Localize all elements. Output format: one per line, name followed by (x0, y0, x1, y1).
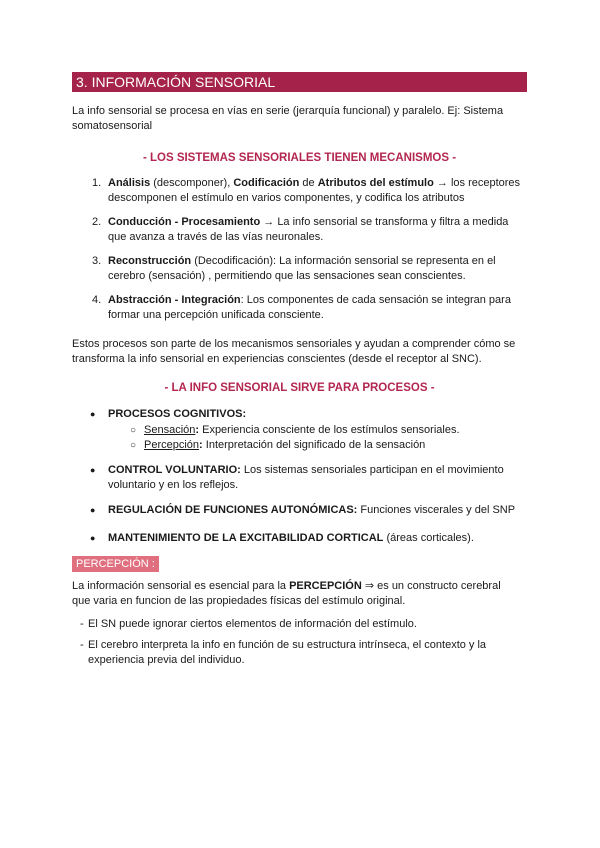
perception-point-2-line-2: experiencia previa del individuo. (88, 654, 245, 666)
list-item-3-line-2: cerebro (sensación) , permitiendo que las sensaciones sean conscientes. (108, 270, 466, 282)
perception-point-2: El cerebro interpreta la info en función de su estructura intrínseca, el contexto y la (88, 639, 487, 651)
perception-point-1: El SN puede ignorar ciertos elementos de información del estímulo. (88, 618, 417, 630)
sub-bullet-icon: ○ (130, 440, 137, 451)
process-voluntary: CONTROL VOLUNTARIO: Los sistemas sensoriales participan en el movimiento (108, 464, 504, 476)
sub-item-sensation: Sensación: Experiencia consciente de los estímulos sensoriales. (144, 424, 460, 436)
list-item-1-line-1: Análisis (descomponer), Codificación de Atributos del estímulo → los receptores (108, 177, 521, 189)
intro-line-2: somatosensorial (72, 120, 153, 132)
perception-tag: PERCEPCIÓN : (72, 556, 159, 572)
process-autonomic: REGULACIÓN DE FUNCIONES AUTONÓMICAS: Funciones viscerales y del SNP (108, 504, 516, 516)
perception-line-1: La información sensorial es esencial para la PERCEPCIÓN ⇒ es un constructo cerebral (72, 580, 501, 592)
heading-mechanisms: - LOS SISTEMAS SENSORIALES TIENEN MECANISMOS - (142, 152, 457, 164)
bullet-icon: ● (90, 465, 96, 475)
summary-line-1: Estos procesos son parte de los mecanismos sensoriales y ayudan a comprender cómo se (72, 338, 516, 350)
dash-icon: - (80, 639, 84, 651)
dash-icon: - (80, 618, 84, 630)
bullet-icon: ● (90, 533, 96, 543)
perception-line-2: que varia en funcion de las propiedades físicas del estímulo original. (72, 595, 406, 607)
list-item-4-line-2: formar una percepción unificada consciente. (108, 309, 324, 321)
list-number: 1. (92, 177, 102, 189)
intro-line-1: La info sensorial se procesa en vías en serie (jerarquía funcional) y paralelo. Ej: Sistema (72, 105, 504, 117)
list-item-4-line-1: Abstracción - Integración: Los componentes de cada sensación se integran para (108, 294, 511, 306)
list-item-1-line-2: descomponen el estímulo en varios componentes, y codifica los atributos (108, 192, 465, 204)
summary-line-2: transforma la info sensorial en experiencias conscientes (desde el receptor al SNC). (72, 353, 482, 365)
process-cognitive: PROCESOS COGNITIVOS: (108, 408, 247, 420)
list-number: 3. (92, 255, 102, 267)
process-voluntary-line-2: voluntario y en los reflejos. (108, 479, 239, 491)
list-number: 4. (92, 294, 102, 306)
list-number: 2. (92, 216, 102, 228)
sub-bullet-icon: ○ (130, 425, 137, 436)
list-item-2-line-2: que avanza a través de las vías neuronales. (108, 231, 324, 243)
section-title: 3. INFORMACIÓN SENSORIAL (72, 72, 527, 92)
bullet-icon: ● (90, 409, 96, 419)
heading-processes: - LA INFO SENSORIAL SIRVE PARA PROCESOS - (164, 382, 435, 394)
list-item-3-line-1: Reconstrucción (Decodificación): La información sensorial se representa en el (108, 255, 496, 267)
list-item-2-line-1: Conducción - Procesamiento → La info sensorial se transforma y filtra a medida (108, 216, 509, 228)
bullet-icon: ● (90, 505, 96, 515)
sub-item-perception: Percepción: Interpretación del significado de la sensación (144, 439, 426, 451)
process-excitability: MANTENIMIENTO DE LA EXCITABILIDAD CORTICAL (áreas corticales). (108, 532, 474, 544)
